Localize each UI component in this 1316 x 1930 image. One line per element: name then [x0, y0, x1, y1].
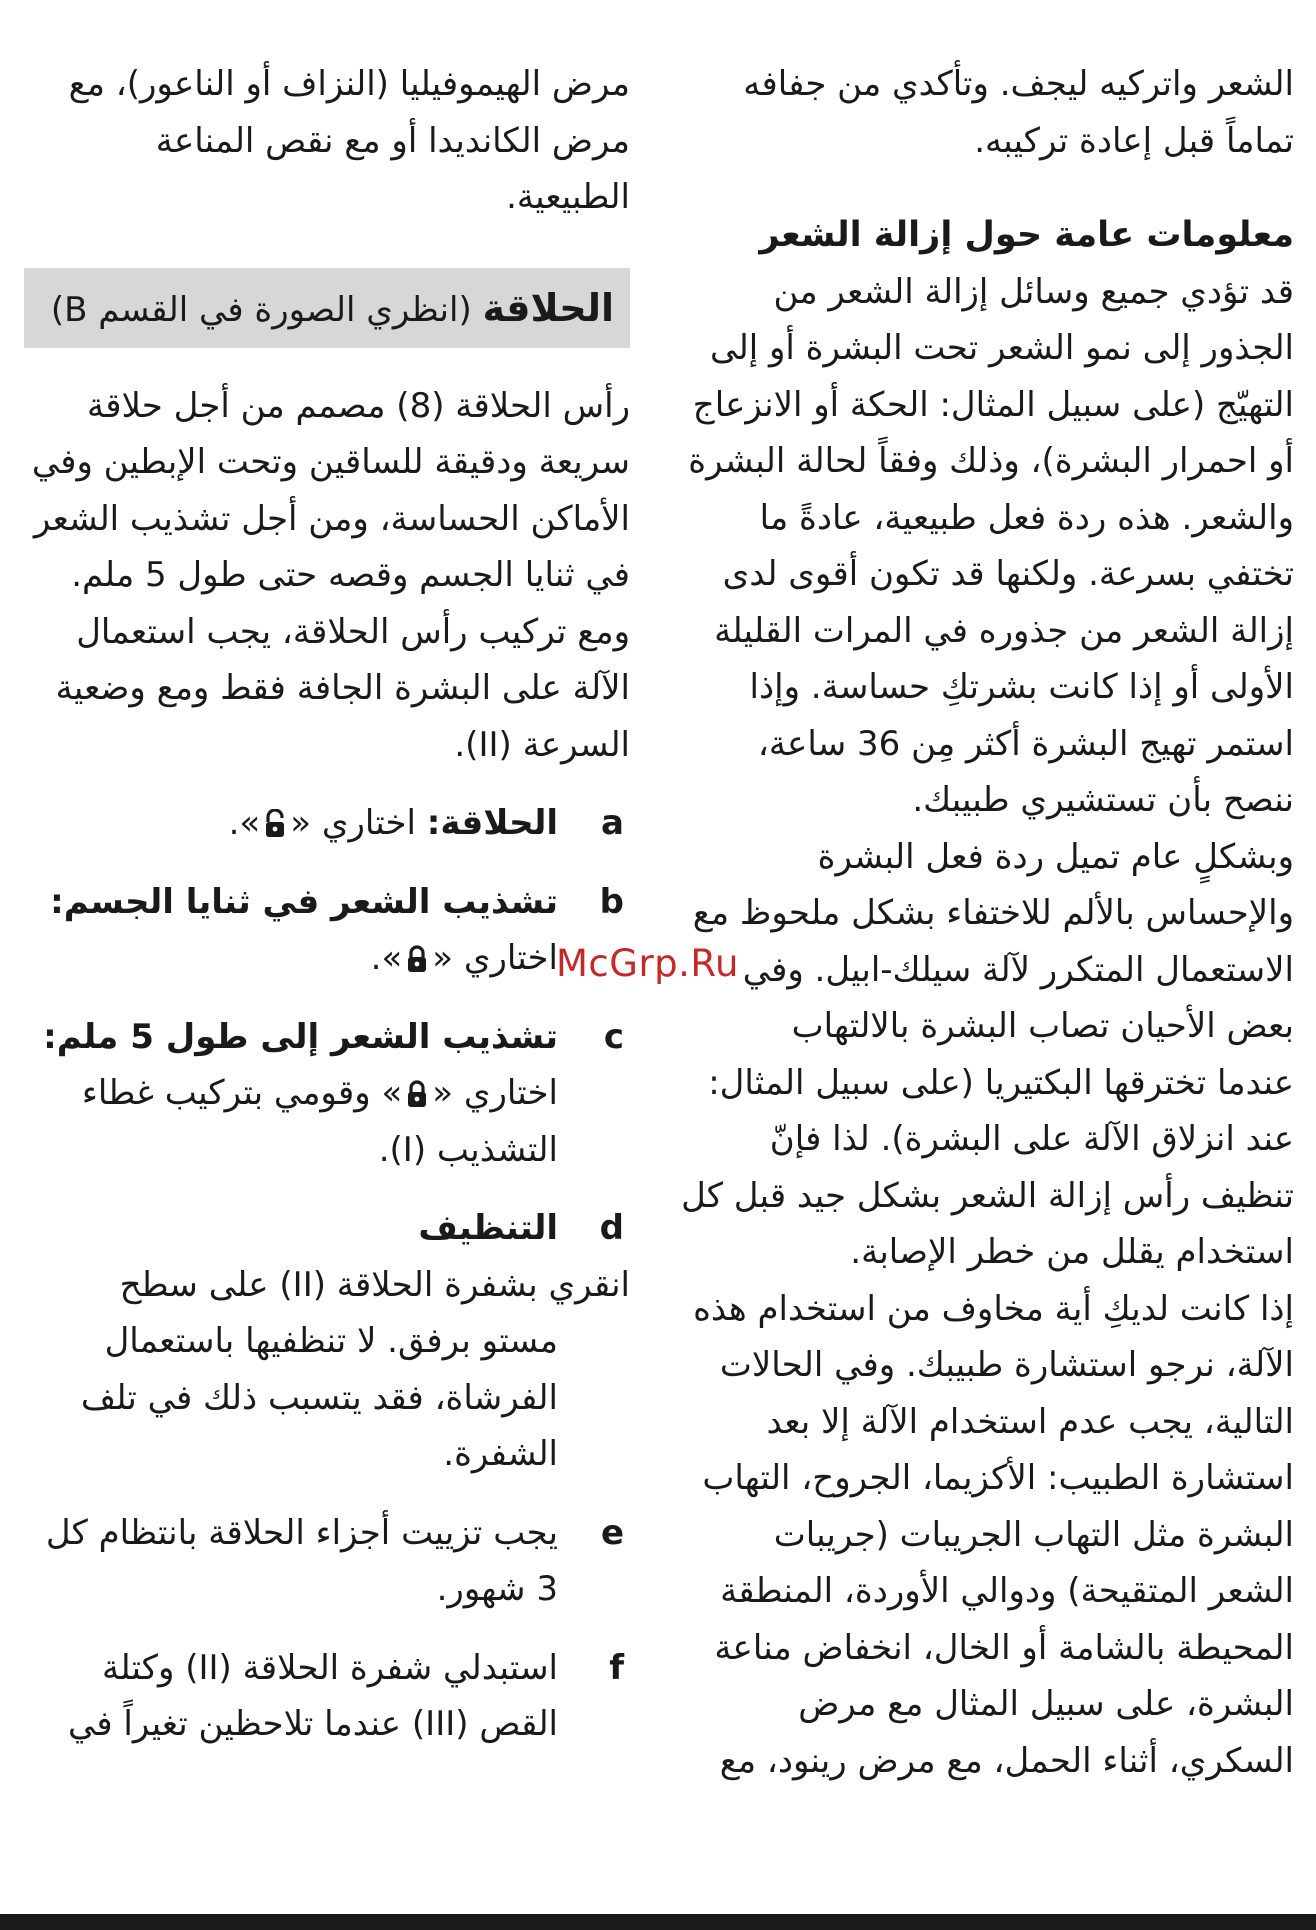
- shaver-section-header: [24, 268, 630, 348]
- body-line: السرعة (II).: [454, 724, 630, 765]
- item-title: التنظيف: [418, 1208, 558, 1248]
- body-line: البشرة مثل التهاب الجريبات (جريبات: [773, 1514, 1294, 1555]
- body-line: التهيّج (على سبيل المثال: الحكة أو الانزعاج: [692, 384, 1294, 425]
- item-title: تشذيب الشعر في ثنايا الجسم:: [50, 881, 558, 922]
- list-item-e: [24, 1505, 630, 1618]
- body-line: في ثنايا الجسم وقصه حتى طول 5 ملم.: [71, 555, 630, 595]
- body-line: والشعر. هذه ردة فعل طبيعية، عادةً ما: [759, 497, 1294, 538]
- body-line: استشارة الطبيب: الأكزيما، الجروح، التهاب: [702, 1458, 1294, 1498]
- item-title: تشذيب الشعر إلى طول 5 ملم:: [43, 1016, 558, 1057]
- body-line: البشرة، على سبيل المثال مع مرض: [798, 1684, 1294, 1724]
- watermark: McGrp.Ru: [556, 942, 739, 985]
- body-line: أو احمرار البشرة)، وذلك وفقاً لحالة البشرة: [688, 441, 1294, 481]
- continuation-line: الطبيعية.: [506, 177, 630, 217]
- body-line: إزالة الشعر من جذوره في المرات القليلة: [714, 610, 1294, 651]
- item-line: التشذيب (I).: [378, 1129, 558, 1170]
- list-item-c: [24, 1009, 630, 1179]
- item-line: القص (III) عندما تلاحظين تغيراً في: [67, 1704, 558, 1744]
- body-line: الآلة على البشرة الجافة فقط ومع وضعية: [55, 668, 630, 708]
- item-letter: c: [603, 1016, 624, 1057]
- list-item-b: [24, 874, 630, 987]
- body-line: والإحساس بالألم للاختفاء بشكل ملحوظ مع: [692, 893, 1294, 933]
- list-item-a: [24, 795, 630, 852]
- item-line: 3 شهور.: [436, 1569, 558, 1609]
- item-line: يجب تزييت أجزاء الحلاقة بانتظام كل: [45, 1512, 558, 1553]
- left-column: [24, 56, 630, 1753]
- body-line: عند انزلاق الآلة على البشرة). لذا فإنّ: [769, 1119, 1294, 1159]
- locked-padlock-icon: [405, 1079, 429, 1109]
- body-line: المحيطة بالشامة أو الخال، انخفاض مناعة: [714, 1627, 1294, 1668]
- body-line: الشعر المتقيحة) ودوالي الأوردة، المنطقة: [720, 1571, 1294, 1611]
- item-text-before: اختاري «: [432, 938, 558, 978]
- body-line: استمر تهيج البشرة أكثر مِن 36 ساعة،: [757, 723, 1294, 764]
- locked-padlock-icon: [405, 944, 429, 974]
- body-line: الاستعمال المتكرر لآلة سيلك-ابيل. وفي: [742, 949, 1294, 990]
- body-line: ننصح بأن تستشيري طبيبك.: [912, 780, 1294, 820]
- shaver-description: [24, 378, 630, 774]
- item-text-after: ».: [370, 938, 403, 978]
- body-line: رأس الحلاقة (8) مصمم من أجل حلاقة: [87, 385, 630, 426]
- item-text-before: اختاري «: [432, 1073, 558, 1113]
- intro-line: الشعر واتركيه ليجف. وتأكدي من جفافه: [743, 64, 1294, 104]
- item-line: استبدلي شفرة الحلاقة (II) وكتلة: [102, 1647, 558, 1688]
- continuation-line: مرض الكانديدا أو مع نقص المناعة: [155, 120, 630, 161]
- body-line: استخدام يقلل من خطر الإصابة.: [850, 1232, 1294, 1272]
- body-line: الأولى أو إذا كانت بشرتكِ حساسة. وإذا: [749, 667, 1294, 707]
- body-line: تنظيف رأس إزالة الشعر بشكل جيد قبل كل: [681, 1175, 1294, 1216]
- list-item-d: [24, 1200, 630, 1483]
- bottom-rule: [0, 1914, 1316, 1930]
- body-line: قد تؤدي جميع وسائل إزالة الشعر من: [773, 271, 1294, 312]
- list-item-f: [24, 1640, 630, 1753]
- body-line: وبشكلٍ عام تميل ردة فعل البشرة: [817, 836, 1294, 877]
- general-info-heading: معلومات عامة حول إزالة الشعر: [759, 215, 1294, 255]
- body-line: ومع تركيب رأس الحلاقة، يجب استعمال: [76, 611, 630, 652]
- body-line: إذا كانت لديكِ أية مخاوف من استخدام هذه: [693, 1288, 1294, 1329]
- body-line: عندما تخترقها البكتيريا (على سبيل المثال:: [708, 1062, 1294, 1103]
- section-title-ref: (انظري الصورة في القسم B): [50, 289, 472, 330]
- item-letter: e: [600, 1512, 624, 1553]
- item-letter: d: [599, 1208, 624, 1248]
- section-title: الحلاقة: [482, 285, 614, 330]
- item-title: الحلاقة:: [426, 803, 558, 843]
- item-line: الفرشاة، فقد يتسبب ذلك في تلف: [80, 1377, 558, 1418]
- body-line: سريعة ودقيقة للساقين وتحت الإبطين وفي: [31, 442, 630, 482]
- item-letter: b: [599, 881, 624, 922]
- body-line: الآلة، نرجو استشارة طبيبك. وفي الحالات: [719, 1345, 1294, 1385]
- intro-line: تماماً قبل إعادة تركيبه.: [974, 120, 1294, 161]
- item-line: الشفرة.: [443, 1434, 558, 1474]
- unlocked-padlock-icon: [263, 809, 287, 839]
- body-line: بعض الأحيان تصاب البشرة بالالتهاب: [791, 1006, 1294, 1046]
- body-line: التالية، يجب عدم استخدام الآلة إلا بعد: [766, 1401, 1294, 1442]
- item-text-after: ».: [228, 803, 261, 843]
- body-line: الجذور إلى نمو الشعر تحت البشرة أو إلى: [710, 328, 1294, 368]
- item-letter: a: [601, 803, 624, 843]
- right-column: [680, 56, 1294, 1789]
- item-text-before: اختاري «: [290, 803, 416, 843]
- body-line: تختفي بسرعة. ولكنها قد تكون أقوى لدى: [722, 554, 1294, 594]
- body-line: السكري، أثناء الحمل، مع مرض رينود، مع: [719, 1740, 1294, 1781]
- item-letter: f: [609, 1647, 624, 1688]
- item-line: انقري بشفرة الحلاقة (II) على سطح: [119, 1264, 630, 1305]
- item-line: مستو برفق. لا تنظفيها باستعمال: [104, 1321, 558, 1361]
- item-body: [24, 1257, 630, 1314]
- item-text-after: » وقومي بتركيب غطاء: [81, 1073, 403, 1113]
- body-line: الأماكن الحساسة، ومن أجل تشذيب الشعر: [33, 498, 630, 539]
- continuation-line: مرض الهيموفيليا (النزاف أو الناعور)، مع: [68, 64, 630, 104]
